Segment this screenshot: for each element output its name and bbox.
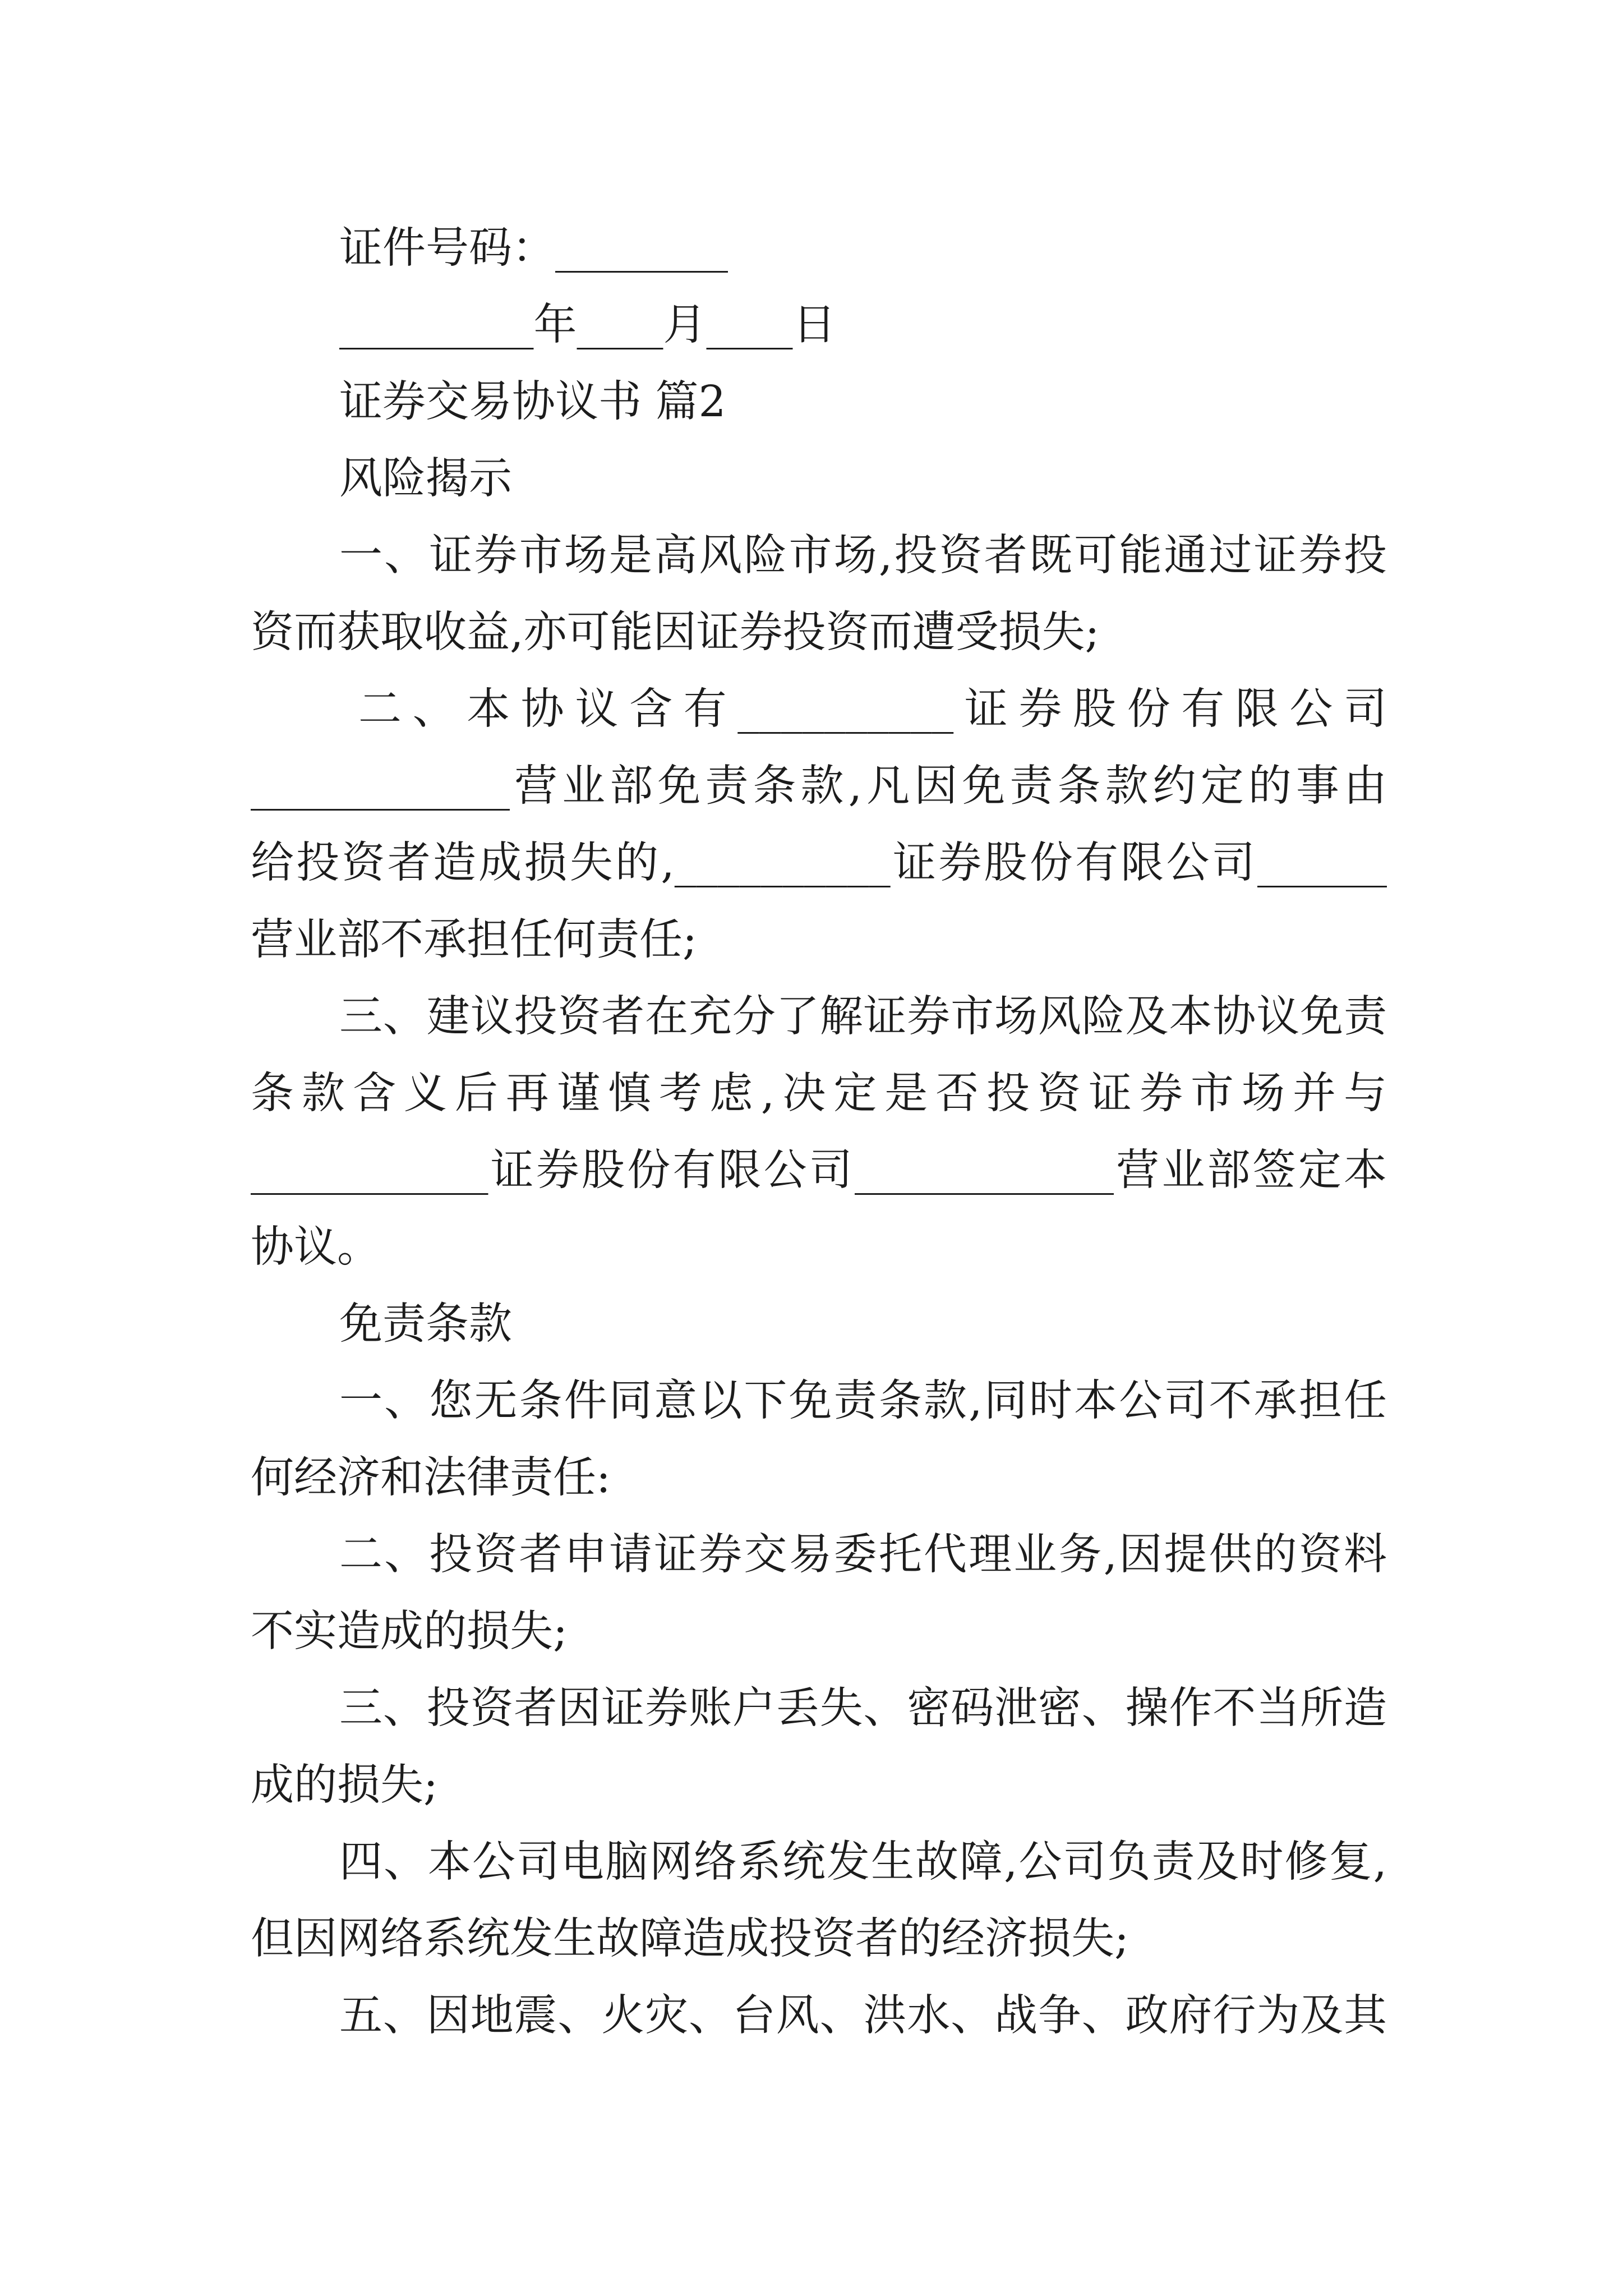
- id-number-line: 证件号码：________: [339, 223, 728, 273]
- risk-item-3-line-2: 条款含义后再谨慎考虑,决定是否投资证券市场并与: [251, 1069, 1387, 1119]
- disclaimer-item-1: [251, 1363, 1387, 1516]
- date-line: _________年____月____日: [339, 300, 836, 350]
- disclaimer-item-3-line-2: 成的损失;: [251, 1760, 438, 1810]
- risk-disclosure-heading: 风险揭示: [339, 454, 512, 504]
- section-title: 证券交易协议书 篇2: [339, 377, 726, 427]
- disclaimer-item-1-line-1: 一、您无条件同意以下免责条款,同时本公司不承担任: [339, 1376, 1387, 1426]
- disclaimer-item-4-line-2: 但因网络系统发生故障造成投资者的经济损失;: [251, 1914, 1129, 1964]
- risk-item-3-line-3: ___________证券股份有限公司____________营业部签定本: [251, 1145, 1387, 1195]
- disclaimer-item-2-line-2: 不实造成的损失;: [251, 1607, 568, 1657]
- disclaimer-heading: 免责条款: [339, 1299, 512, 1349]
- document-body: [251, 210, 1387, 2054]
- disclaimer-item-3-line-1: 三、投资者因证券账户丢失、密码泄密、操作不当所造: [339, 1683, 1387, 1733]
- risk-disclosure-section: [251, 440, 1387, 1286]
- risk-item-1: [251, 517, 1387, 671]
- disclaimer-item-4: [251, 1824, 1387, 1977]
- disclaimer-item-5: [251, 1977, 1387, 2054]
- risk-item-1-line-1: 一、证券市场是高风险市场,投资者既可能通过证券投: [339, 531, 1387, 581]
- risk-item-2: [251, 671, 1387, 978]
- disclaimer-section: [251, 1286, 1387, 2054]
- risk-item-2-line-2: ____________营业部免责条款,凡因免责条款约定的事由: [251, 761, 1387, 811]
- disclaimer-item-4-line-1: 四、本公司电脑网络系统发生故障,公司负责及时修复,: [339, 1837, 1387, 1887]
- risk-item-2-line-1: 二、本协议含有__________证券股份有限公司: [358, 684, 1387, 734]
- disclaimer-item-2: [251, 1516, 1387, 1670]
- disclaimer-item-3: [251, 1670, 1387, 1824]
- disclaimer-item-1-line-2: 何经济和法律责任:: [251, 1453, 611, 1503]
- disclaimer-item-5-line-1: 五、因地震、火灾、台风、洪水、战争、政府行为及其: [339, 1991, 1387, 2041]
- risk-item-2-line-4: 营业部不承担任何责任;: [251, 915, 697, 965]
- disclaimer-item-2-line-1: 二、投资者申请证券交易委托代理业务,因提供的资料: [339, 1530, 1387, 1580]
- risk-item-3: [251, 978, 1387, 1286]
- risk-item-2-line-3: 给投资者造成损失的,__________证券股份有限公司______: [251, 838, 1387, 888]
- risk-item-1-line-2: 资而获取收益,亦可能因证券投资而遭受损失;: [251, 608, 1100, 657]
- risk-item-3-line-1: 三、建议投资者在充分了解证券市场风险及本协议免责: [339, 992, 1387, 1042]
- risk-item-3-line-4: 协议。: [251, 1222, 380, 1272]
